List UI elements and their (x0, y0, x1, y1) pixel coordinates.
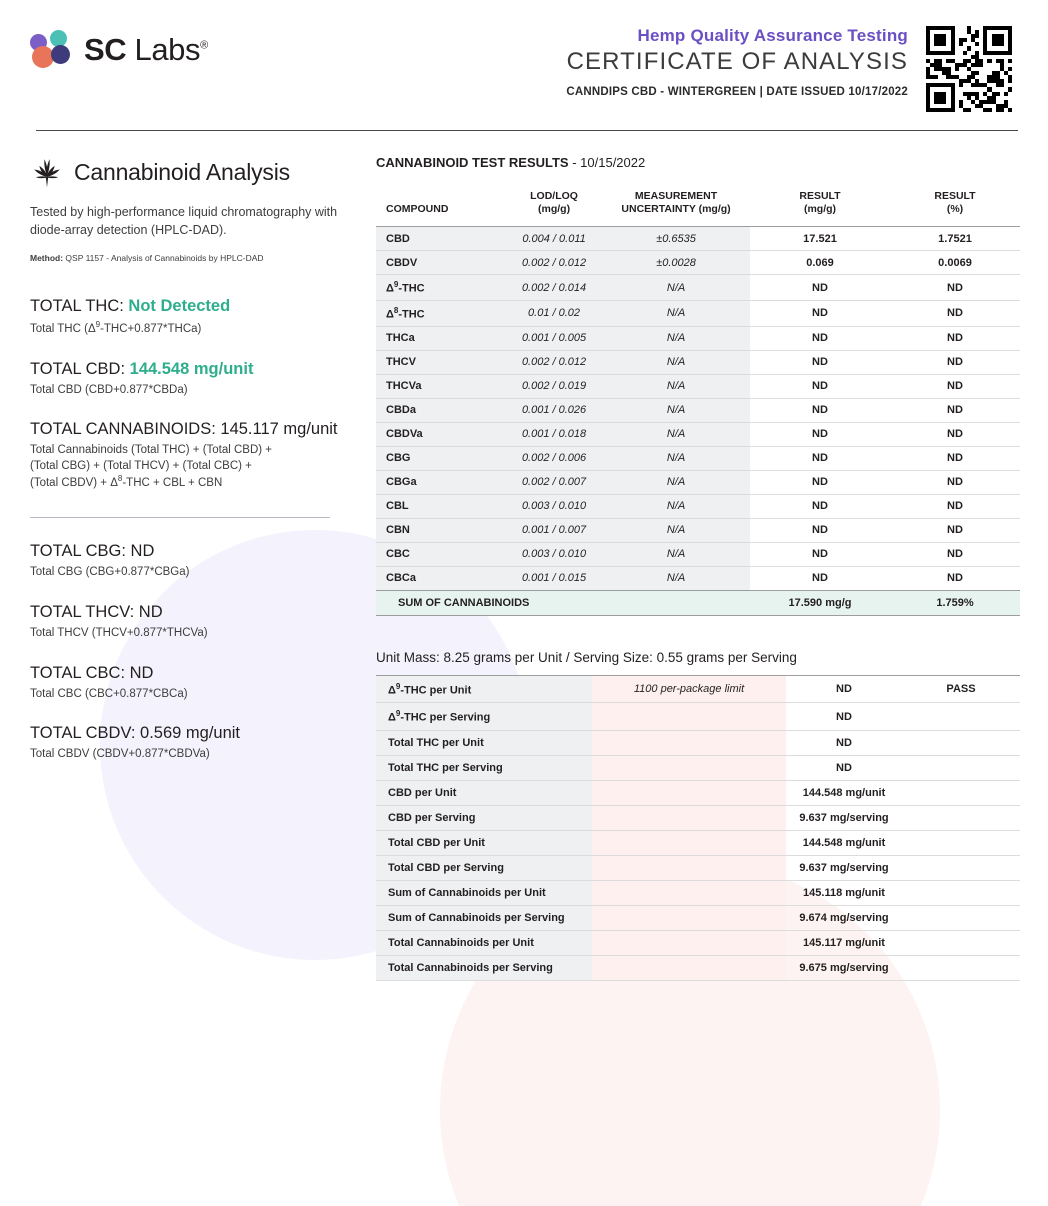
cell-unit-value: 145.118 mg/unit (786, 880, 902, 905)
sum-mg: 17.590 mg/g (750, 590, 890, 615)
logo-wordmark (84, 32, 208, 68)
unit-table-row (376, 955, 1020, 980)
unit-table-row (376, 780, 1020, 805)
per-unit-results-table (376, 675, 1020, 981)
cell-result-pct: ND (890, 374, 1020, 398)
cell-unit-value: 9.675 mg/serving (786, 955, 902, 980)
cell-result-mg: ND (750, 470, 890, 494)
cell-unit-limit (592, 703, 786, 731)
cell-compound: THCVa (376, 374, 506, 398)
cell-lodloq: 0.001 / 0.007 (506, 518, 602, 542)
total-thcv-block (30, 603, 366, 642)
cell-unit-status (902, 780, 1020, 805)
cell-result-mg: 0.069 (750, 251, 890, 275)
total-cbc-block (30, 664, 366, 703)
cell-unit-value: 9.637 mg/serving (786, 805, 902, 830)
cell-unit-status (902, 855, 1020, 880)
table-row (376, 518, 1020, 542)
logo-registered: ® (200, 39, 208, 52)
cell-unit-label: $\Delta^9$-THC per Unit (376, 675, 592, 703)
cell-lodloq: 0.003 / 0.010 (506, 542, 602, 566)
cell-compound: CBN (376, 518, 506, 542)
total-cbc-formula: Total CBC (CBC+0.877*CBCa) (30, 687, 188, 700)
cell-result-mg: ND (750, 518, 890, 542)
unit-table-row (376, 905, 1020, 930)
cell-result-mg: ND (750, 422, 890, 446)
cell-lodloq: 0.001 / 0.018 (506, 422, 602, 446)
cell-result-pct: ND (890, 542, 1020, 566)
cell-result-pct: ND (890, 422, 1020, 446)
cell-uncertainty: N/A (602, 374, 750, 398)
cell-unit-value: 144.548 mg/unit (786, 830, 902, 855)
cell-result-pct: ND (890, 275, 1020, 301)
col-result-mg: RESULT (mg/g) (750, 186, 890, 227)
cell-result-pct: ND (890, 518, 1020, 542)
cell-result-pct: ND (890, 300, 1020, 326)
cell-result-mg: ND (750, 446, 890, 470)
total-cbg-formula: Total CBG (CBG+0.877*CBGa) (30, 566, 190, 579)
sum-of-cannabinoids-row (376, 590, 1020, 615)
total-thc-block (30, 297, 366, 337)
unit-table-row (376, 730, 1020, 755)
sum-blank (602, 590, 750, 615)
table-row (376, 446, 1020, 470)
cell-lodloq: 0.002 / 0.014 (506, 275, 602, 301)
cell-compound: CBDVa (376, 422, 506, 446)
cell-uncertainty: ±0.6535 (602, 227, 750, 251)
table-row (376, 251, 1020, 275)
cell-unit-limit: 1100 per-package limit (592, 675, 786, 703)
cell-unit-label: Total CBD per Serving (376, 855, 592, 880)
coa-title: CERTIFICATE OF ANALYSIS (566, 48, 908, 75)
cell-unit-status (902, 930, 1020, 955)
cell-result-mg: ND (750, 275, 890, 301)
cell-unit-value: ND (786, 675, 902, 703)
unit-mass-line: Unit Mass: 8.25 grams per Unit / Serving Size: 0.55 grams per Serving (376, 649, 797, 665)
sample-meta-line: CANNDIPS CBD - WINTERGREEN | DATE ISSUED 10/17/2022 (566, 86, 908, 98)
cell-lodloq: 0.002 / 0.012 (506, 251, 602, 275)
total-thcv-heading: TOTAL THCV: ND (30, 603, 163, 621)
total-cbd-label: TOTAL CBD: (30, 359, 126, 378)
sum-pct: 1.759% (890, 590, 1020, 615)
cell-unit-status (902, 755, 1020, 780)
cell-compound: THCa (376, 326, 506, 350)
cell-unit-value: ND (786, 703, 902, 731)
table-row (376, 494, 1020, 518)
unit-table-row (376, 880, 1020, 905)
cell-result-mg: ND (750, 374, 890, 398)
total-cbdv-block (30, 724, 366, 763)
table-row (376, 566, 1020, 590)
table-row (376, 300, 1020, 326)
cell-unit-limit (592, 930, 786, 955)
cell-result-pct: ND (890, 398, 1020, 422)
cell-unit-status (902, 805, 1020, 830)
cell-unit-value: 9.674 mg/serving (786, 905, 902, 930)
total-thcv-formula: Total THCV (THCV+0.877*THCVa) (30, 627, 208, 639)
table-header-row (376, 186, 1020, 227)
cell-unit-limit (592, 755, 786, 780)
cell-uncertainty: N/A (602, 300, 750, 326)
cell-compound: THCV (376, 350, 506, 374)
cell-uncertainty: N/A (602, 494, 750, 518)
cell-unit-limit (592, 780, 786, 805)
cell-lodloq: 0.01 / 0.02 (506, 300, 602, 326)
cell-result-mg: ND (750, 542, 890, 566)
cell-uncertainty: N/A (602, 350, 750, 374)
table-row (376, 326, 1020, 350)
cell-unit-status (902, 730, 1020, 755)
unit-table-row (376, 703, 1020, 731)
cell-lodloq: 0.002 / 0.007 (506, 470, 602, 494)
cell-uncertainty: N/A (602, 326, 750, 350)
cell-compound: CBGa (376, 470, 506, 494)
cell-compound: $\Delta^8$-THC (376, 300, 506, 326)
cell-compound: CBL (376, 494, 506, 518)
cell-compound: CBCa (376, 566, 506, 590)
results-heading-bold: CANNABINOID TEST RESULTS (376, 155, 569, 170)
cell-result-pct: ND (890, 446, 1020, 470)
cell-result-pct: 0.0069 (890, 251, 1020, 275)
cell-compound: CBDa (376, 398, 506, 422)
method-text: QSP 1157 - Analysis of Cannabinoids by HPLC-DAD (65, 253, 264, 264)
cell-lodloq: 0.002 / 0.019 (506, 374, 602, 398)
results-heading (376, 155, 1020, 170)
cell-result-pct: 1.7521 (890, 227, 1020, 251)
cell-unit-label: Total CBD per Unit (376, 830, 592, 855)
cell-unit-limit (592, 905, 786, 930)
cannabis-leaf-icon (30, 155, 64, 189)
analysis-description: Tested by high-performance liquid chromatography with diode-array detection (HPLC-DAD). (30, 205, 338, 238)
cell-lodloq: 0.002 / 0.006 (506, 446, 602, 470)
cell-unit-limit (592, 955, 786, 980)
total-thc-label: TOTAL THC: (30, 297, 124, 316)
cell-compound: CBG (376, 446, 506, 470)
unit-table-row (376, 675, 1020, 703)
cell-unit-value: 145.117 mg/unit (786, 930, 902, 955)
qr-code[interactable] (926, 26, 1012, 112)
cell-unit-label: Sum of Cannabinoids per Unit (376, 880, 592, 905)
cell-unit-status (902, 703, 1020, 731)
cell-unit-label: CBD per Serving (376, 805, 592, 830)
unit-table-row (376, 830, 1020, 855)
cell-lodloq: 0.001 / 0.015 (506, 566, 602, 590)
cell-uncertainty: N/A (602, 566, 750, 590)
cell-unit-limit (592, 830, 786, 855)
cell-lodloq: 0.001 / 0.005 (506, 326, 602, 350)
total-cbg-block (30, 542, 366, 581)
unit-table-row (376, 855, 1020, 880)
left-divider (30, 517, 330, 518)
cell-lodloq: 0.002 / 0.012 (506, 350, 602, 374)
cell-unit-label: CBD per Unit (376, 780, 592, 805)
cell-lodloq: 0.001 / 0.026 (506, 398, 602, 422)
cell-lodloq: 0.003 / 0.010 (506, 494, 602, 518)
total-thc-formula: Total THC $(\Delta^9-THC+0.877*THCa)$ (30, 320, 202, 336)
total-cbdv-formula: Total CBDV (CBDV+0.877*CBDVa) (30, 748, 210, 761)
logo-sc: SC (84, 32, 127, 67)
cell-result-pct: ND (890, 494, 1020, 518)
cell-compound: CBC (376, 542, 506, 566)
cell-unit-label: Total THC per Serving (376, 755, 592, 780)
cell-result-mg: ND (750, 566, 890, 590)
table-row (376, 374, 1020, 398)
cell-result-pct: ND (890, 470, 1020, 494)
cell-unit-status: PASS (902, 675, 1020, 703)
cell-unit-value: ND (786, 755, 902, 780)
cell-unit-label: Total Cannabinoids per Serving (376, 955, 592, 980)
logo-dots-icon (30, 30, 74, 70)
cell-compound: CBD (376, 227, 506, 251)
cell-result-mg: ND (750, 398, 890, 422)
cell-uncertainty: N/A (602, 518, 750, 542)
cell-unit-label: Total Cannabinoids per Unit (376, 930, 592, 955)
unit-table-row (376, 930, 1020, 955)
table-row (376, 542, 1020, 566)
method-line (30, 253, 366, 263)
cell-unit-label: $\Delta^9$-THC per Serving (376, 703, 592, 731)
unit-table-row (376, 755, 1020, 780)
cannabinoid-analysis-heading (30, 155, 366, 189)
total-cbc-heading: TOTAL CBC: ND (30, 663, 154, 682)
cannabinoid-results-table (376, 186, 1020, 616)
cell-unit-value: ND (786, 730, 902, 755)
col-compound: COMPOUND (376, 186, 506, 227)
header-titles (208, 18, 926, 98)
cell-uncertainty: N/A (602, 398, 750, 422)
total-cbdv-heading: TOTAL CBDV: 0.569 mg/unit (30, 724, 241, 743)
cell-unit-status (902, 830, 1020, 855)
total-cannabinoids-block (30, 420, 366, 491)
cell-lodloq: 0.004 / 0.011 (506, 227, 602, 251)
total-cbg-heading: TOTAL CBG: ND (30, 542, 155, 561)
total-cbd-value: 144.548 mg/unit (129, 359, 254, 378)
cell-unit-label: Total THC per Unit (376, 730, 592, 755)
table-row (376, 422, 1020, 446)
cell-unit-status (902, 880, 1020, 905)
cell-unit-status (902, 955, 1020, 980)
cell-unit-limit (592, 805, 786, 830)
hemp-qa-line: Hemp Quality Assurance Testing (637, 26, 908, 45)
cell-unit-value: 9.637 mg/serving (786, 855, 902, 880)
total-thc-value: Not Detected (128, 297, 231, 316)
logo-labs: Labs (134, 32, 201, 67)
cell-result-pct: ND (890, 326, 1020, 350)
cell-result-mg: ND (750, 326, 890, 350)
cell-unit-label: Sum of Cannabinoids per Serving (376, 905, 592, 930)
results-column (376, 155, 1020, 981)
unit-table-row (376, 805, 1020, 830)
cell-uncertainty: N/A (602, 422, 750, 446)
cell-result-pct: ND (890, 350, 1020, 374)
cell-uncertainty: N/A (602, 470, 750, 494)
cell-uncertainty: ±0.0028 (602, 251, 750, 275)
cell-unit-limit (592, 880, 786, 905)
cell-unit-value: 144.548 mg/unit (786, 780, 902, 805)
sum-label: SUM OF CANNABINOIDS (376, 590, 602, 615)
cell-compound: $\Delta^9$-THC (376, 275, 506, 301)
left-summary-column (30, 155, 366, 981)
table-row (376, 350, 1020, 374)
cell-result-pct: ND (890, 566, 1020, 590)
cell-unit-status (902, 905, 1020, 930)
col-result-pct: RESULT (%) (890, 186, 1020, 227)
total-cbd-heading (30, 360, 366, 379)
page-header (0, 0, 1048, 112)
total-cannabinoids-heading: TOTAL CANNABINOIDS: 145.117 mg/unit (30, 420, 338, 439)
total-thc-heading (30, 297, 366, 316)
cell-result-mg: 17.521 (750, 227, 890, 251)
col-uncertainty: MEASUREMENT UNCERTAINTY (mg/g) (602, 186, 750, 227)
total-cbd-block (30, 360, 366, 399)
table-row (376, 227, 1020, 251)
cell-uncertainty: N/A (602, 542, 750, 566)
cell-unit-limit (592, 730, 786, 755)
cell-result-mg: ND (750, 494, 890, 518)
cell-compound: CBDV (376, 251, 506, 275)
cell-unit-limit (592, 855, 786, 880)
cell-result-mg: ND (750, 350, 890, 374)
cell-result-mg: ND (750, 300, 890, 326)
method-label: Method: (30, 253, 64, 264)
cell-uncertainty: N/A (602, 275, 750, 301)
col-lodloq: LOD/LOQ (mg/g) (506, 186, 602, 227)
total-cbd-formula: Total CBD (CBD+0.877*CBDa) (30, 383, 188, 396)
section-title: Cannabinoid Analysis (74, 158, 290, 185)
table-row (376, 275, 1020, 301)
table-row (376, 398, 1020, 422)
table-row (376, 470, 1020, 494)
cell-uncertainty: N/A (602, 446, 750, 470)
results-heading-date: - 10/15/2022 (568, 155, 646, 170)
sc-labs-logo (30, 18, 208, 70)
total-cannabinoids-formula: Total Cannabinoids (Total THC) + (Total CBD) + (Total CBG) + (Total THCV) + (Total CBC) + (Total CBDV) + $\Delta^8$-THC + CBL + CBN (30, 444, 273, 489)
